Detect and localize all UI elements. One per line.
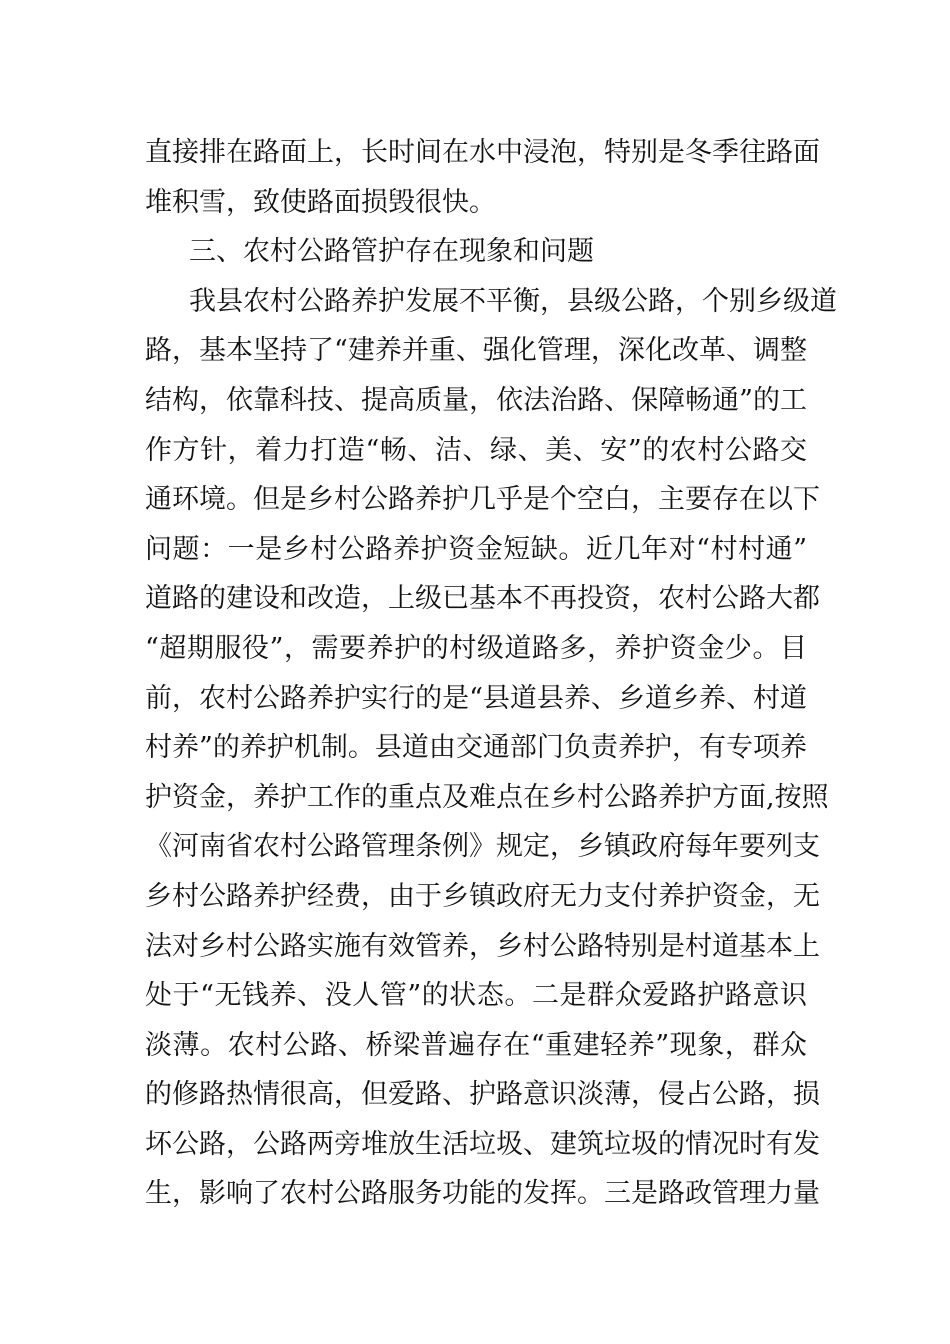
text-line-5: 路，基本坚持了“建养并重、强化管理，深化改革、调整 bbox=[145, 335, 807, 367]
body-text bbox=[145, 128, 837, 1219]
text-line-20: 的修路热情很高，但爱路、护路意识淡薄，侵占公路，损 bbox=[145, 1079, 820, 1111]
text-line-19: 淡薄。农村公路、桥梁普遍存在“重建轻养”现象，群众 bbox=[145, 1029, 807, 1061]
text-line-14: 护资金，养护工作的重点及难点在乡村公路养护方面,按照 bbox=[145, 781, 829, 813]
text-line-12: 前，农村公路养护实行的是“县道县养、乡道乡养、村道 bbox=[145, 682, 807, 714]
text-line-7: 作方针，着力打造“畅、洁、绿、美、安”的农村公路交 bbox=[145, 434, 807, 466]
text-line-2: 堆积雪，致使路面损毁很快。 bbox=[145, 186, 496, 218]
text-line-11: “超期服役”，需要养护的村级道路多，养护资金少。目 bbox=[145, 632, 807, 664]
text-line-13: 村养”的养护机制。县道由交通部门负责养护，有专项养 bbox=[145, 732, 807, 764]
section-heading: 三、农村公路管护存在现象和问题 bbox=[189, 236, 594, 268]
text-line-15: 《河南省农村公路管理条例》规定，乡镇政府每年要列支 bbox=[145, 831, 820, 863]
text-line-22: 生，影响了农村公路服务功能的发挥。三是路政管理力量 bbox=[145, 1178, 820, 1210]
text-line-16: 乡村公路养护经费，由于乡镇政府无力支付养护资金，无 bbox=[145, 880, 820, 912]
text-line-4: 我县农村公路养护发展不平衡，县级公路，个别乡级道 bbox=[189, 285, 837, 317]
text-line-1: 直接排在路面上，长时间在水中浸泡，特别是冬季往路面 bbox=[145, 137, 820, 168]
text-line-6: 结构，依靠科技、提高质量，依法治路、保障畅通”的工 bbox=[145, 384, 807, 416]
text-line-18: 处于“无钱养、没人管”的状态。二是群众爱路护路意识 bbox=[145, 980, 807, 1012]
text-line-10: 道路的建设和改造，上级已基本不再投资，农村公路大都 bbox=[145, 583, 820, 615]
text-line-9: 问题：一是乡村公路养护资金短缺。近几年对“村村通” bbox=[145, 533, 807, 565]
text-line-8: 通环境。但是乡村公路养护几乎是个空白，主要存在以下 bbox=[145, 484, 820, 516]
text-line-17: 法对乡村公路实施有效管养，乡村公路特别是村道基本上 bbox=[145, 930, 820, 962]
text-line-21: 坏公路，公路两旁堆放生活垃圾、建筑垃圾的情况时有发 bbox=[145, 1128, 820, 1160]
